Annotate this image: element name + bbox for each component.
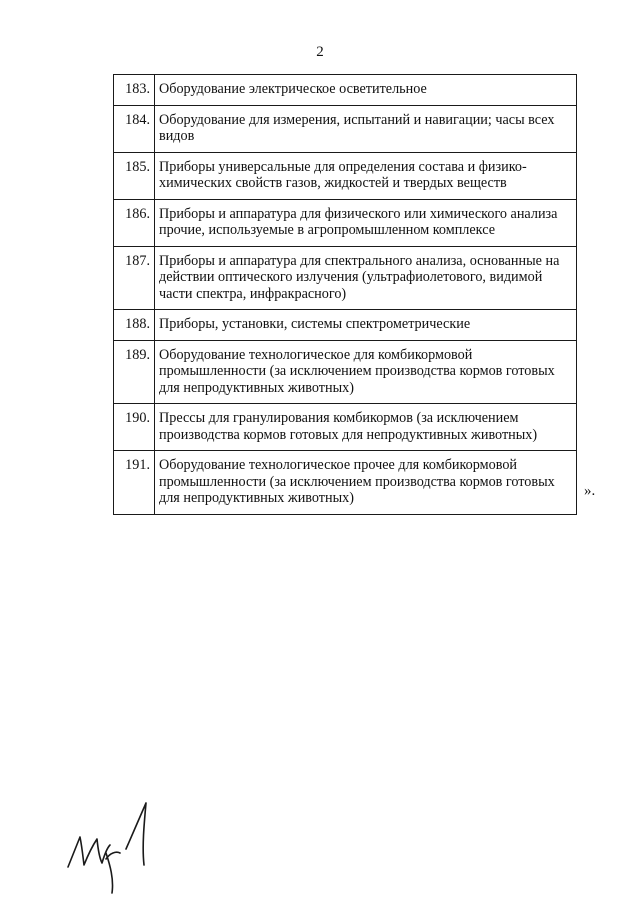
table-row [114,451,577,515]
table-row [114,404,577,451]
table-row [114,246,577,310]
item-number: 187. [114,246,155,310]
page-number: 2 [316,44,324,60]
item-number: 190. [114,404,155,451]
item-number: 191. [114,451,155,515]
item-number: 185. [114,152,155,199]
item-number: 186. [114,199,155,246]
item-description: Приборы и аппаратура для спектрального анализа, основанные на действии оптического излучения (ультрафиолетового, видимой части спектра, инфракрасного) [155,246,577,310]
closing-quote: ». [584,483,596,499]
table-row [114,340,577,404]
item-description: Приборы универсальные для определения состава и физико-химических свойств газов, жидкостей и твердых веществ [155,152,577,199]
item-description: Приборы и аппаратура для физического или химического анализа прочие, используемые в агропромышленном комплексе [155,199,577,246]
table-row [114,105,577,152]
handwritten-signature [60,795,170,895]
item-number: 188. [114,310,155,341]
item-description: Оборудование технологическое для комбикормовой промышленности (за исключением производства кормов готовых для непродуктивных животных) [155,340,577,404]
item-description: Оборудование электрическое осветительное [155,75,577,106]
item-number: 189. [114,340,155,404]
item-number: 184. [114,105,155,152]
item-number: 183. [114,75,155,106]
item-description: Приборы, установки, системы спектрометрические [155,310,577,341]
equipment-table [113,74,577,515]
table-row [114,199,577,246]
item-description: Прессы для гранулирования комбикормов (за исключением производства кормов готовых для непродуктивных животных) [155,404,577,451]
item-description: Оборудование для измерения, испытаний и навигации; часы всех видов [155,105,577,152]
table-row [114,152,577,199]
table-row [114,75,577,106]
item-description: Оборудование технологическое прочее для комбикормовой промышленности (за исключением производства кормов готовых для непродуктивных животных) [155,451,577,515]
table-row [114,310,577,341]
